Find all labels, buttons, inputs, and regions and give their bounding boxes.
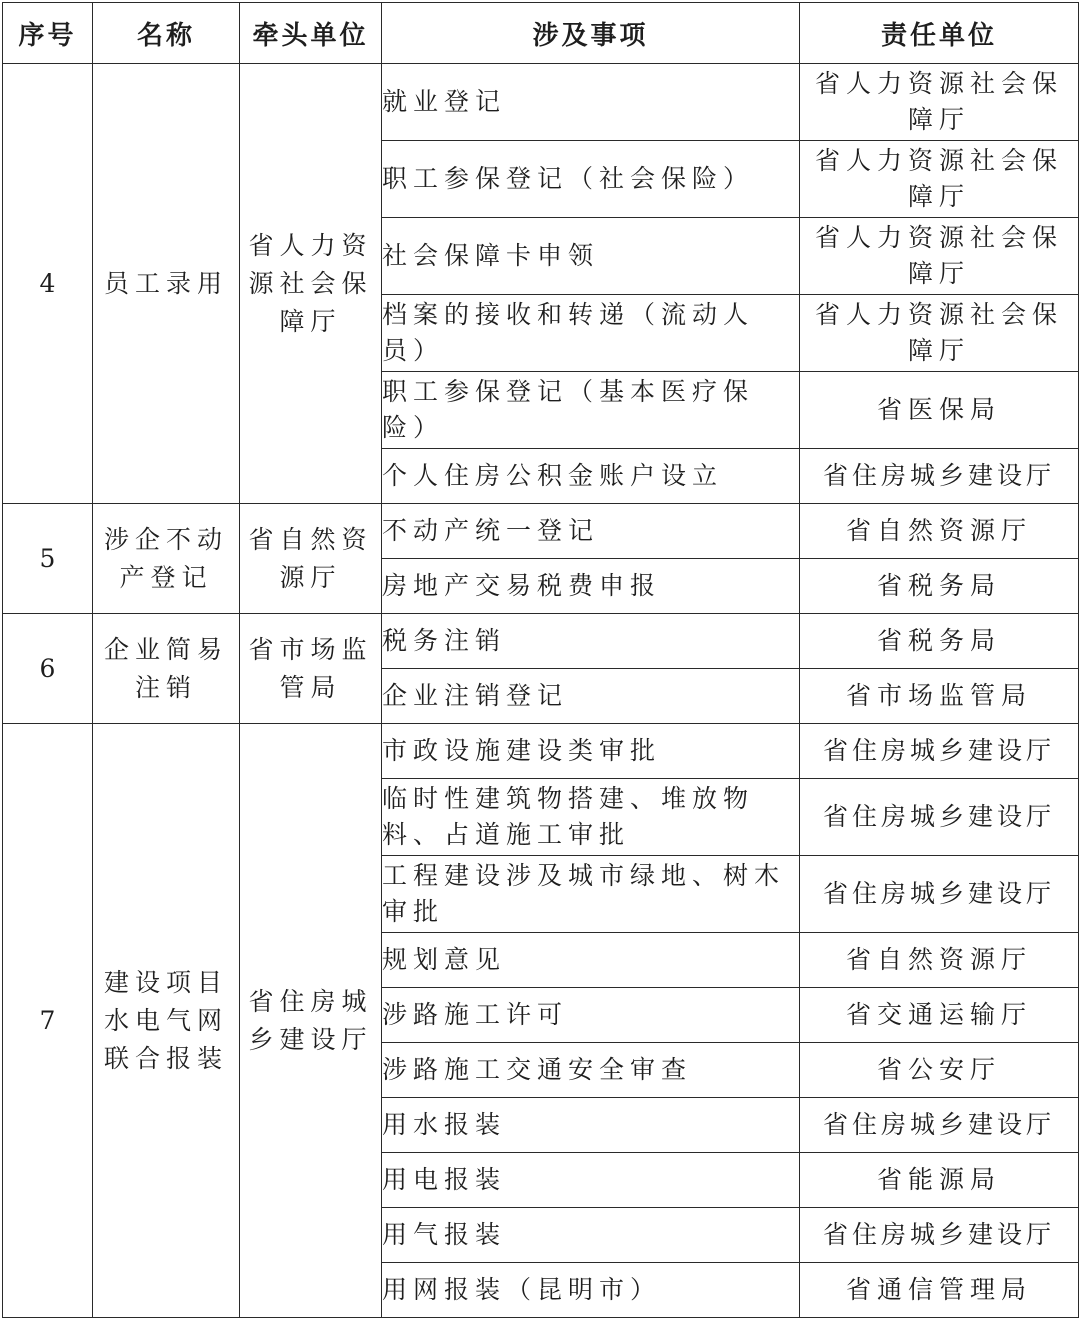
responsible-unit: 省人力资源社会保障厅 <box>800 64 1079 141</box>
responsible-unit: 省人力资源社会保障厅 <box>800 141 1079 218</box>
matter-name: 企业简易注销 <box>93 614 240 724</box>
responsible-unit: 省通信管理局 <box>800 1263 1079 1318</box>
serial-number: 5 <box>3 504 93 614</box>
table-row <box>3 504 1079 559</box>
lead-unit: 省人力资源社会保障厅 <box>240 64 382 504</box>
matter-item: 税务注销 <box>382 614 800 669</box>
header-name: 名称 <box>93 3 240 64</box>
lead-unit: 省自然资源厅 <box>240 504 382 614</box>
matter-item: 规划意见 <box>382 933 800 988</box>
matter-item: 用网报装（昆明市） <box>382 1263 800 1318</box>
responsible-unit: 省税务局 <box>800 614 1079 669</box>
responsible-unit: 省人力资源社会保障厅 <box>800 295 1079 372</box>
responsible-unit: 省住房城乡建设厅 <box>800 724 1079 779</box>
matter-item: 企业注销登记 <box>382 669 800 724</box>
responsible-unit: 省自然资源厅 <box>800 933 1079 988</box>
lead-unit: 省住房城乡建设厅 <box>240 724 382 1318</box>
responsible-unit: 省自然资源厅 <box>800 504 1079 559</box>
responsible-unit: 省人力资源社会保障厅 <box>800 218 1079 295</box>
responsible-unit: 省能源局 <box>800 1153 1079 1208</box>
serial-number: 6 <box>3 614 93 724</box>
header-responsible-unit: 责任单位 <box>800 3 1079 64</box>
matter-item: 用水报装 <box>382 1098 800 1153</box>
responsibility-table <box>2 2 1079 1318</box>
matter-name: 员工录用 <box>93 64 240 504</box>
matter-name: 涉企不动产登记 <box>93 504 240 614</box>
responsible-unit: 省医保局 <box>800 372 1079 449</box>
matter-item: 用电报装 <box>382 1153 800 1208</box>
lead-unit: 省市场监管局 <box>240 614 382 724</box>
responsible-unit: 省交通运输厅 <box>800 988 1079 1043</box>
table-row <box>3 64 1079 141</box>
matter-item: 档案的接收和转递（流动人员） <box>382 295 800 372</box>
responsible-unit: 省住房城乡建设厅 <box>800 856 1079 933</box>
header-serial-number: 序号 <box>3 3 93 64</box>
matter-item: 房地产交易税费申报 <box>382 559 800 614</box>
responsible-unit: 省住房城乡建设厅 <box>800 1098 1079 1153</box>
serial-number: 4 <box>3 64 93 504</box>
header-matters: 涉及事项 <box>382 3 800 64</box>
matter-item: 工程建设涉及城市绿地、树木审批 <box>382 856 800 933</box>
matter-item: 不动产统一登记 <box>382 504 800 559</box>
matter-item: 用气报装 <box>382 1208 800 1263</box>
table-row <box>3 614 1079 669</box>
matter-item: 就业登记 <box>382 64 800 141</box>
matter-item: 职工参保登记（基本医疗保险） <box>382 372 800 449</box>
header-row <box>3 3 1079 64</box>
matter-item: 职工参保登记（社会保险） <box>382 141 800 218</box>
matter-item: 临时性建筑物搭建、堆放物料、占道施工审批 <box>382 779 800 856</box>
table-row <box>3 724 1079 779</box>
serial-number: 7 <box>3 724 93 1318</box>
responsible-unit: 省税务局 <box>800 559 1079 614</box>
matter-item: 涉路施工许可 <box>382 988 800 1043</box>
matter-item: 涉路施工交通安全审查 <box>382 1043 800 1098</box>
header-lead-unit: 牵头单位 <box>240 3 382 64</box>
matter-name: 建设项目水电气网联合报装 <box>93 724 240 1318</box>
matter-item: 市政设施建设类审批 <box>382 724 800 779</box>
responsible-unit: 省住房城乡建设厅 <box>800 1208 1079 1263</box>
matter-item: 社会保障卡申领 <box>382 218 800 295</box>
responsible-unit: 省市场监管局 <box>800 669 1079 724</box>
responsible-unit: 省住房城乡建设厅 <box>800 779 1079 856</box>
matter-item: 个人住房公积金账户设立 <box>382 449 800 504</box>
responsible-unit: 省公安厅 <box>800 1043 1079 1098</box>
responsible-unit: 省住房城乡建设厅 <box>800 449 1079 504</box>
